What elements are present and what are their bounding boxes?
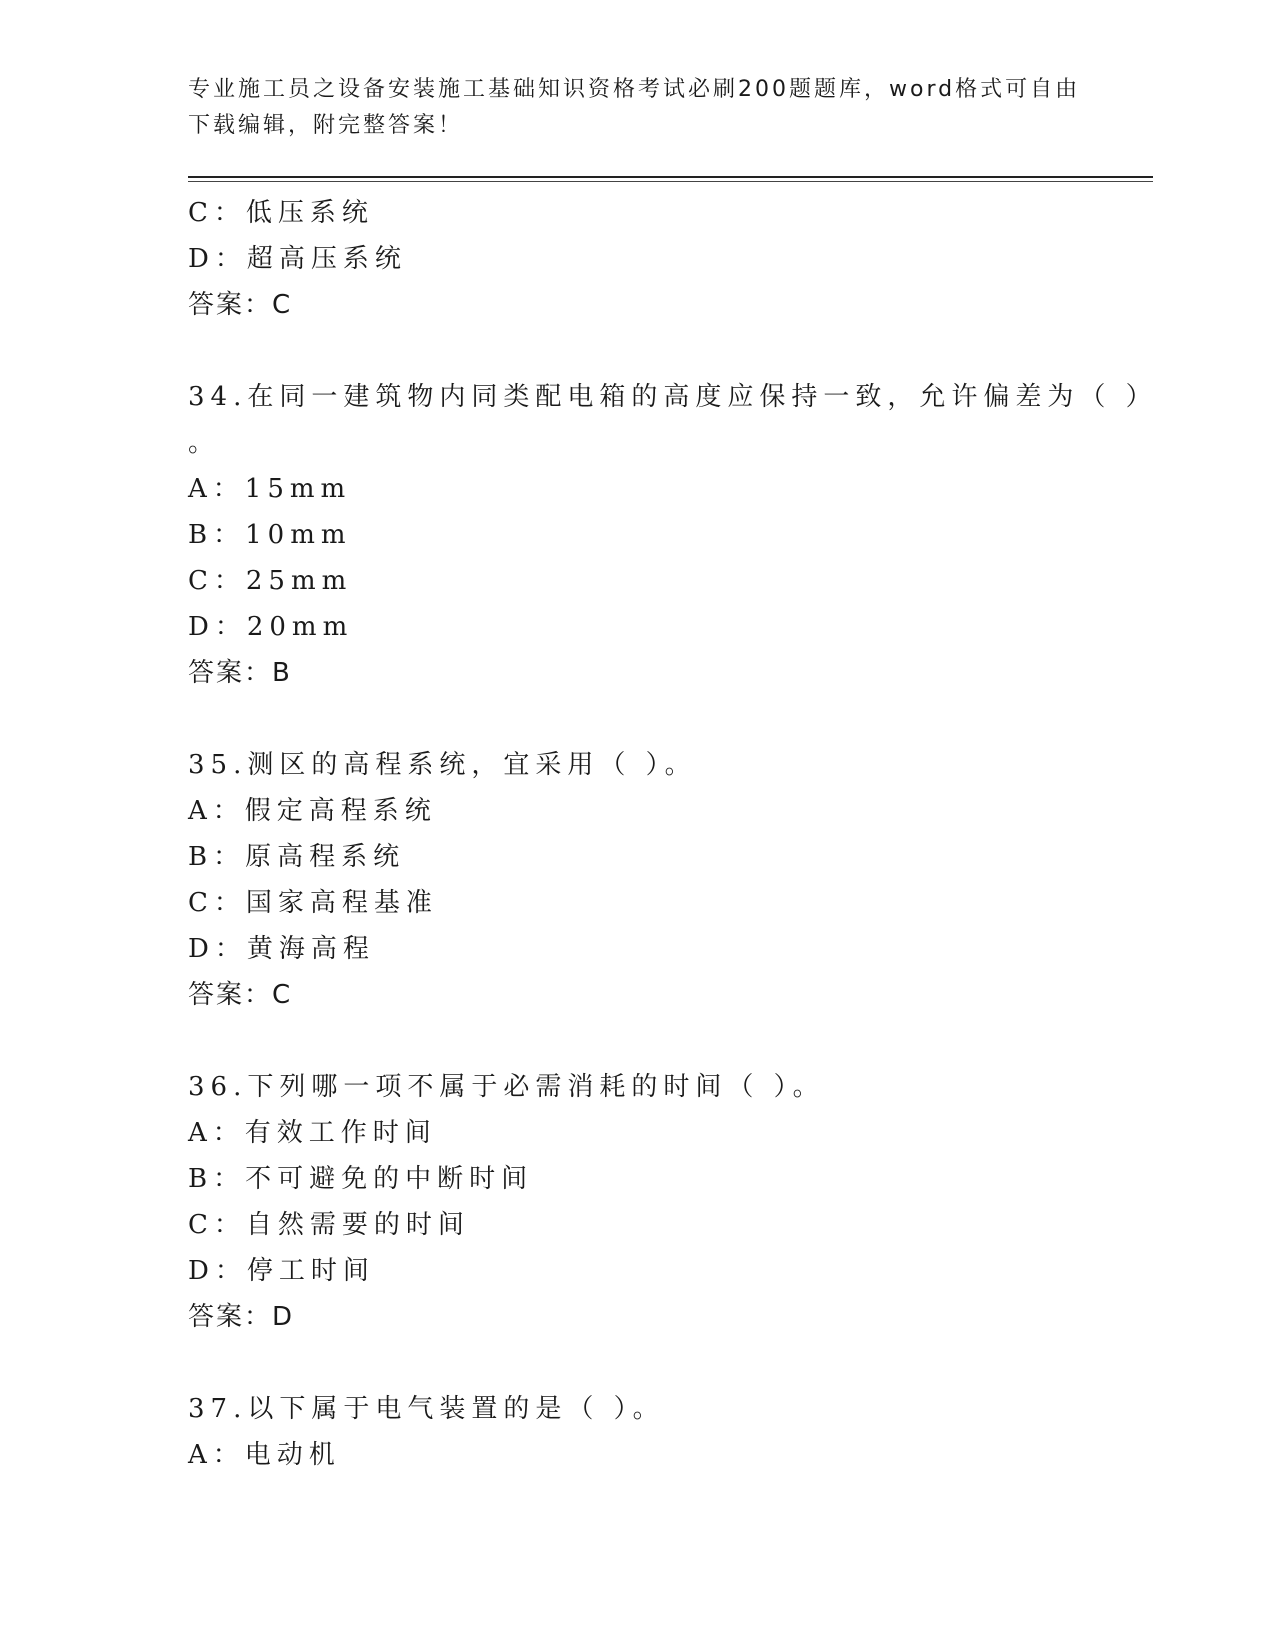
header-divider-thin xyxy=(188,181,1153,182)
answer-label: 答案：B xyxy=(188,658,292,688)
answer-label: 答案：C xyxy=(188,290,293,320)
header-line-1: 专业施工员之设备安装施工基础知识资格考试必刷200题题库，word格式可自由 xyxy=(188,77,1081,102)
option-a: A：电动机 xyxy=(188,1440,341,1470)
question-text: 36.下列哪一项不属于必需消耗的时间（ ）。 xyxy=(188,1072,825,1102)
option-c: C：低压系统 xyxy=(188,198,374,228)
answer-label: 答案：C xyxy=(188,980,293,1010)
spacer xyxy=(188,1018,1148,1064)
option-d: D：超高压系统 xyxy=(188,244,407,274)
question-text: 37.以下属于电气装置的是（ ）。 xyxy=(188,1394,665,1424)
option-b: B：原高程系统 xyxy=(188,842,406,872)
header-divider-thick xyxy=(188,176,1153,178)
option-d: D：停工时间 xyxy=(188,1256,375,1286)
option-d: D：黄海高程 xyxy=(188,934,375,964)
option-b: B：10mm xyxy=(188,520,352,550)
question-text: 35.测区的高程系统，宜采用（ ）。 xyxy=(188,750,697,780)
question-list xyxy=(188,190,1158,1478)
option-a: A：假定高程系统 xyxy=(188,796,437,826)
spacer xyxy=(188,696,1148,742)
option-a: A：有效工作时间 xyxy=(188,1118,437,1148)
question-block-37 xyxy=(188,1386,1148,1478)
header-line-2: 下载编辑，附完整答案！ xyxy=(188,113,464,138)
question-block-34 xyxy=(188,374,1158,696)
option-c: C：自然需要的时间 xyxy=(188,1210,470,1240)
question-text-continued: 。 xyxy=(188,428,221,458)
question-text: 34.在同一建筑物内同类配电箱的高度应保持一致，允许偏差为（ ） xyxy=(188,382,1158,412)
question-block-36 xyxy=(188,1064,1148,1340)
spacer xyxy=(188,328,1148,374)
question-block-33-tail xyxy=(188,190,1148,328)
option-b: B：不可避免的中断时间 xyxy=(188,1164,534,1194)
option-c: C：国家高程基准 xyxy=(188,888,438,918)
question-block-35 xyxy=(188,742,1148,1018)
option-d: D：20mm xyxy=(188,612,354,642)
spacer xyxy=(188,1340,1148,1386)
document-header xyxy=(188,72,1088,144)
option-c: C：25mm xyxy=(188,566,353,596)
option-a: A：15mm xyxy=(188,474,352,504)
answer-label: 答案：D xyxy=(188,1302,295,1332)
